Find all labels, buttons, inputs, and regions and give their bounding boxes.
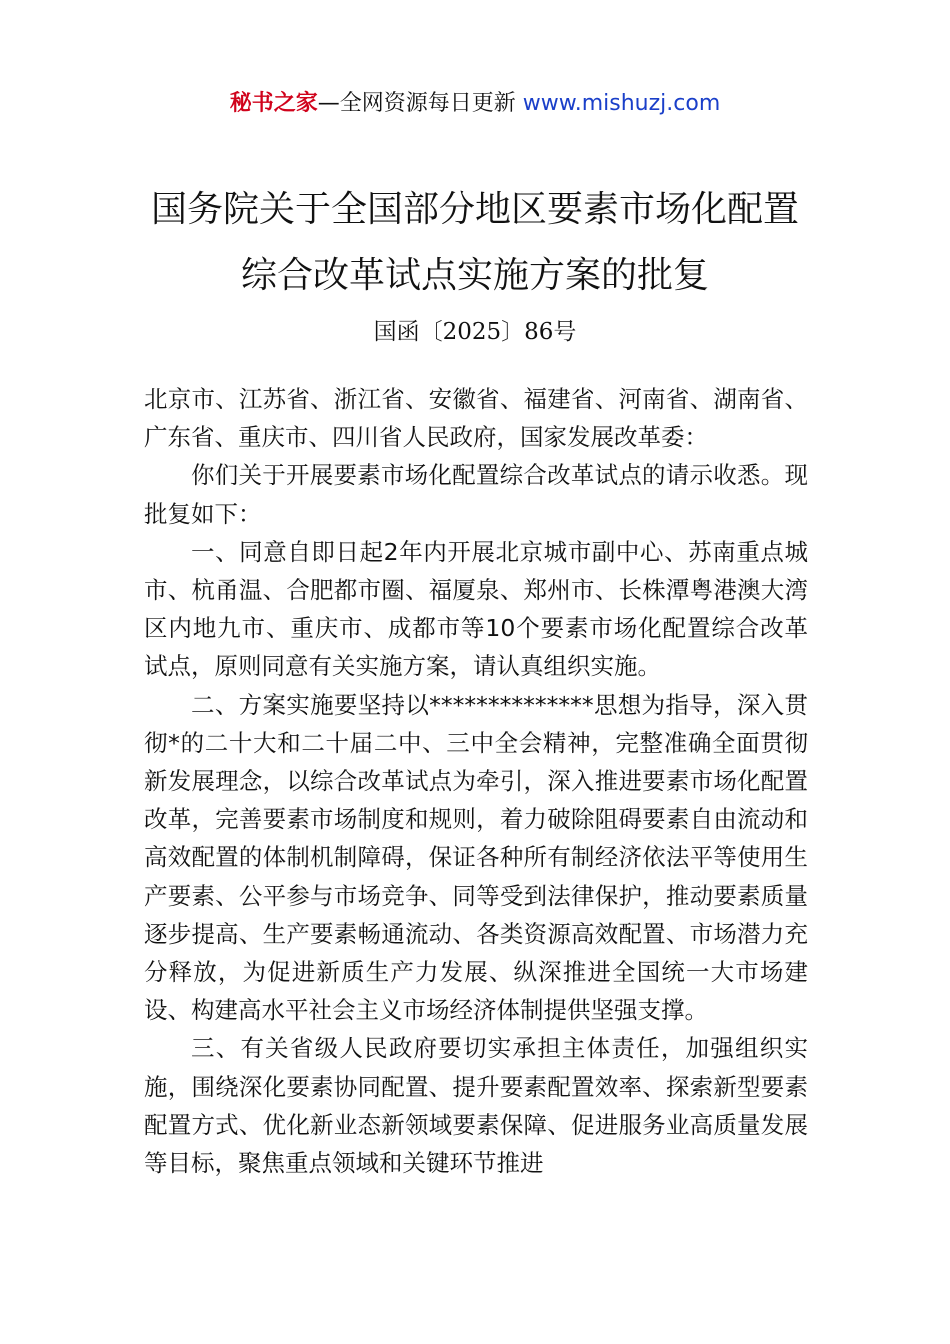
paragraph-3: 三、有关省级人民政府要切实承担主体责任，加强组织实施，围绕深化要素协同配置、提升要素配置效率、探索新型要素配置方式、优化新业态新领域要素保障、促进服务业高质量发展等目标，聚焦重点领域和关键环节推进 — [144, 1034, 808, 1178]
document-number: 国函〔2025〕86号 — [373, 319, 577, 345]
site-brand: 秘书之家 — [229, 91, 318, 116]
site-url-link[interactable]: www.mishuzj.com — [522, 91, 721, 116]
document-title-line-2: 综合改革试点实施方案的批复 — [240, 255, 709, 296]
paragraph-1: 一、同意自即日起2年内开展北京城市副中心、苏南重点城市、杭甬温、合肥都市圈、福厦泉、郑州市、长株潭粤港澳大湾区内地九市、重庆市、成都市等10个要素市场化配置综合改革试点，原则同意有关实施方案，请认真组织实施。 — [144, 537, 808, 681]
site-header — [0, 88, 950, 120]
paragraph-intro: 你们关于开展要素市场化配置综合改革试点的请示收悉。现批复如下： — [144, 461, 808, 528]
paragraph-2: 二、方案实施要坚持以**************思想为指导，深入贯彻*的二十大和二十届二中、三中全会精神，完整准确全面贯彻新发展理念，以综合改革试点为牵引，深入推进要素市场化配置改革，完善要素市场制度和规则，着力破除阻碍要素自由流动和高效配置的体制机制障碍，保证各种所有制经济依法平等使用生产要素、公平参与市场竞争、同等受到法律保护，推动要素质量逐步提高、生产要素畅通流动、各类资源高效配置、市场潜力充分释放，为促进新质生产力发展、纵深推进全国统一大市场建设、构建高水平社会主义市场经济体制提供坚强支撑。 — [144, 690, 808, 1025]
document-body — [144, 380, 808, 1182]
addressee: 北京市、江苏省、浙江省、安徽省、福建省、河南省、湖南省、广东省、重庆市、四川省人民政府，国家发展改革委： — [144, 385, 808, 452]
site-tagline: —全网资源每日更新 — [317, 91, 523, 116]
document-title-line-1: 国务院关于全国部分地区要素市场化配置 — [150, 189, 799, 230]
